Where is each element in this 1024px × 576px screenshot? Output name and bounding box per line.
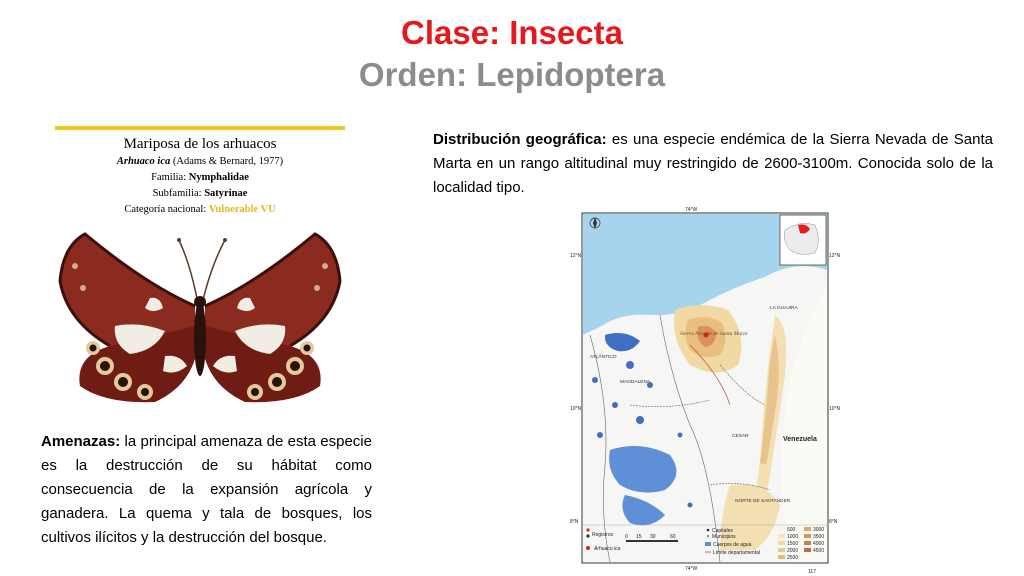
slide-title: Clase: Insecta (401, 14, 623, 51)
map-lat-12-right: 12°N (829, 253, 841, 259)
slide-subtitle: Orden: Lepidoptera (358, 56, 666, 93)
species-authors: (Adams & Bernard, 1977) (172, 156, 284, 167)
family-label: Familia: (151, 172, 187, 183)
elev-4500: 4500 (813, 548, 825, 554)
species-common-name: Mariposa de los arhuacos (123, 136, 277, 152)
map-lat-8-right: 8°N (829, 519, 838, 525)
scale-30: 30 (650, 534, 656, 540)
map-label-sierra-nevada: Sierra Nevada de Santa Marta (680, 331, 748, 337)
butterfly-image (55, 226, 345, 406)
species-card (55, 126, 350, 406)
threats-paragraph (41, 430, 372, 550)
species-name: Arhuaco ica (116, 156, 171, 167)
legend-species: Arhuaco ica (594, 546, 621, 552)
family-value: Nymphalidae (188, 172, 249, 183)
map-label-la-guajira: LA GUAJIRA (770, 306, 798, 311)
map-lat-10-right: 10°N (829, 406, 841, 412)
elev-1000: 1000 (787, 534, 799, 540)
category-value: Vulnerable VU (208, 204, 276, 215)
elev-3500: 3500 (813, 534, 825, 540)
map-lon-bottom: 74°W (685, 566, 698, 572)
elev-4000: 4000 (813, 541, 825, 547)
map-label-cesar: CESAR (732, 434, 749, 439)
distribution-map (570, 205, 845, 576)
scale-60: 60 (670, 534, 676, 540)
elev-2500: 2500 (787, 555, 799, 561)
map-label-norte-santander: NORTE DE SANTANDER (735, 499, 791, 504)
distribution-label: Distribución geográfica: (433, 131, 607, 148)
elev-1500: 1500 (787, 541, 799, 547)
map-lat-12-left: 12°N (570, 253, 582, 259)
legend-cuerpos-agua: Cuerpos de agua (713, 542, 752, 548)
species-family (55, 172, 345, 183)
threats-label: Amenazas: (41, 433, 121, 450)
map-lat-10-left: 10°N (570, 406, 582, 412)
map-lat-8-left: 8°N (570, 519, 579, 525)
elev-500: 500 (787, 527, 796, 533)
map-label-venezuela: Venezuela (783, 436, 817, 443)
map-page-number: 117 (808, 569, 816, 575)
legend-registros: Registros (592, 532, 614, 538)
card-accent-bar (55, 126, 345, 130)
elev-3000: 3000 (813, 527, 825, 533)
scale-15: 15 (636, 534, 642, 540)
legend-limite: Límite departamental (713, 550, 760, 556)
map-label-magdalena: MAGDALENA (620, 380, 651, 385)
scale-0: 0 (625, 534, 628, 540)
subfamily-value: Satyrinae (204, 188, 248, 199)
elev-2000: 2000 (787, 548, 799, 554)
distribution-text: es una especie endémica de la Sierra Nevada de Santa Marta en un rango altitudinal muy restringido de 2600-3100m. Conocida solo de la localidad tipo. (433, 131, 993, 196)
category-label: Categoría nacional: (124, 204, 207, 215)
map-lon-top: 74°W (685, 207, 698, 213)
subfamily-label: Subfamilia: (152, 188, 202, 199)
legend-municipios: Municipios (712, 534, 736, 540)
threats-text: la principal amenaza de esta especie es la destrucción de su hábitat como consecuencia de la expansión agrícola y ganadera. La quema y tala de bosques, los cultivos ilícitos y la destrucción del bosque. (41, 433, 372, 546)
species-scientific-name (55, 156, 345, 167)
species-subfamily (55, 188, 345, 199)
species-category (55, 204, 345, 215)
legend-capitales: Capitales (712, 528, 733, 534)
distribution-paragraph (433, 128, 993, 200)
map-label-atlantico: ATLÁNTICO (590, 355, 617, 360)
